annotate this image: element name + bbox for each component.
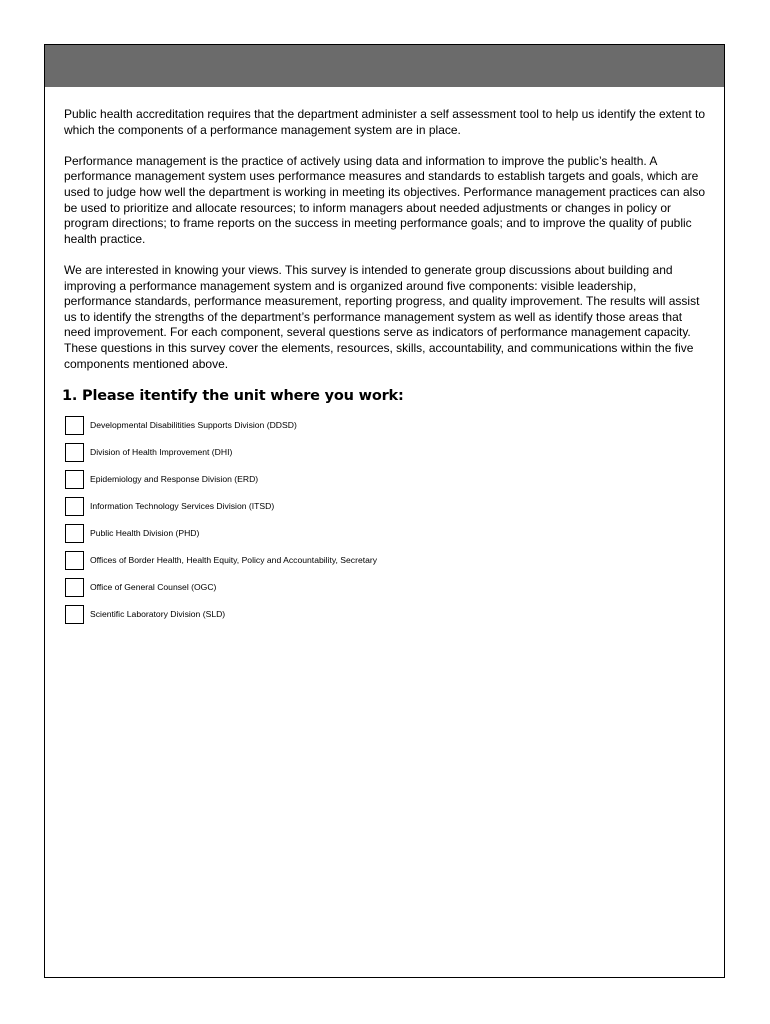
intro-paragraph-performance-management: Performance management is the practice of actively using data and information to improve the public’s health. A performance management system uses performance measures and standards to establish targets and goals, which are used to judge how well the department is working in meeting its objectives. Performance management practices can also be used to prioritize and allocate resources; to inform managers about needed adjustments or changes in policy or program directions; to frame reports on the success in meeting performance goals; and to improve the quality of public health practice. xyxy=(64,153,705,246)
option-sld xyxy=(64,601,706,628)
checkbox-itsd[interactable] xyxy=(65,497,84,516)
intro-paragraph-survey-purpose: We are interested in knowing your views. This survey is intended to generate group discussions about building and improving a performance management system and is organized around five components: visible leadership, performance standards, performance measurement, reporting progress, and quality improvement. The results will assist us to identify the strengths of the department’s performance management system as well as identify those areas that need improvement. For each component, several questions serve as indicators of performance management capacity. These questions in this survey cover the elements, resources, skills, accountability, and communications within the five components mentioned above. xyxy=(64,262,700,371)
option-itsd xyxy=(64,493,706,520)
survey-content xyxy=(64,107,706,628)
option-dhi xyxy=(64,439,706,466)
checkbox-erd[interactable] xyxy=(65,470,84,489)
option-label: Office of General Counsel (OGC) xyxy=(90,582,217,593)
option-phd xyxy=(64,520,706,547)
checkbox-ogc[interactable] xyxy=(65,578,84,597)
checkbox-border-health-offices[interactable] xyxy=(65,551,84,570)
option-erd xyxy=(64,466,706,493)
checkbox-sld[interactable] xyxy=(65,605,84,624)
intro-paragraph-accreditation: Public health accreditation requires that the department administer a self assessment tool to help us identify the extent to which the components of a performance management system are in place. xyxy=(64,107,706,137)
option-label: Division of Health Improvement (DHI) xyxy=(90,447,233,458)
question-1-title: 1. Please itentify the unit where you work: xyxy=(62,387,404,404)
option-label: Information Technology Services Division (ITSD) xyxy=(90,501,275,512)
option-border-health-offices xyxy=(64,547,706,574)
checkbox-ddsd[interactable] xyxy=(65,416,84,435)
option-label: Developmental Disabilitities Supports Division (DDSD) xyxy=(90,420,297,431)
option-ddsd xyxy=(64,412,706,439)
option-ogc xyxy=(64,574,706,601)
option-label: Public Health Division (PHD) xyxy=(90,528,200,539)
checkbox-dhi[interactable] xyxy=(65,443,84,462)
option-label: Scientific Laboratory Division (SLD) xyxy=(90,609,226,620)
question-1-options xyxy=(64,412,706,628)
header-bar xyxy=(45,45,724,87)
option-label: Epidemiology and Response Division (ERD) xyxy=(90,474,259,485)
survey-page xyxy=(44,44,725,978)
checkbox-phd[interactable] xyxy=(65,524,84,543)
option-label: Offices of Border Health, Health Equity, Policy and Accountability, Secretary xyxy=(90,555,378,566)
